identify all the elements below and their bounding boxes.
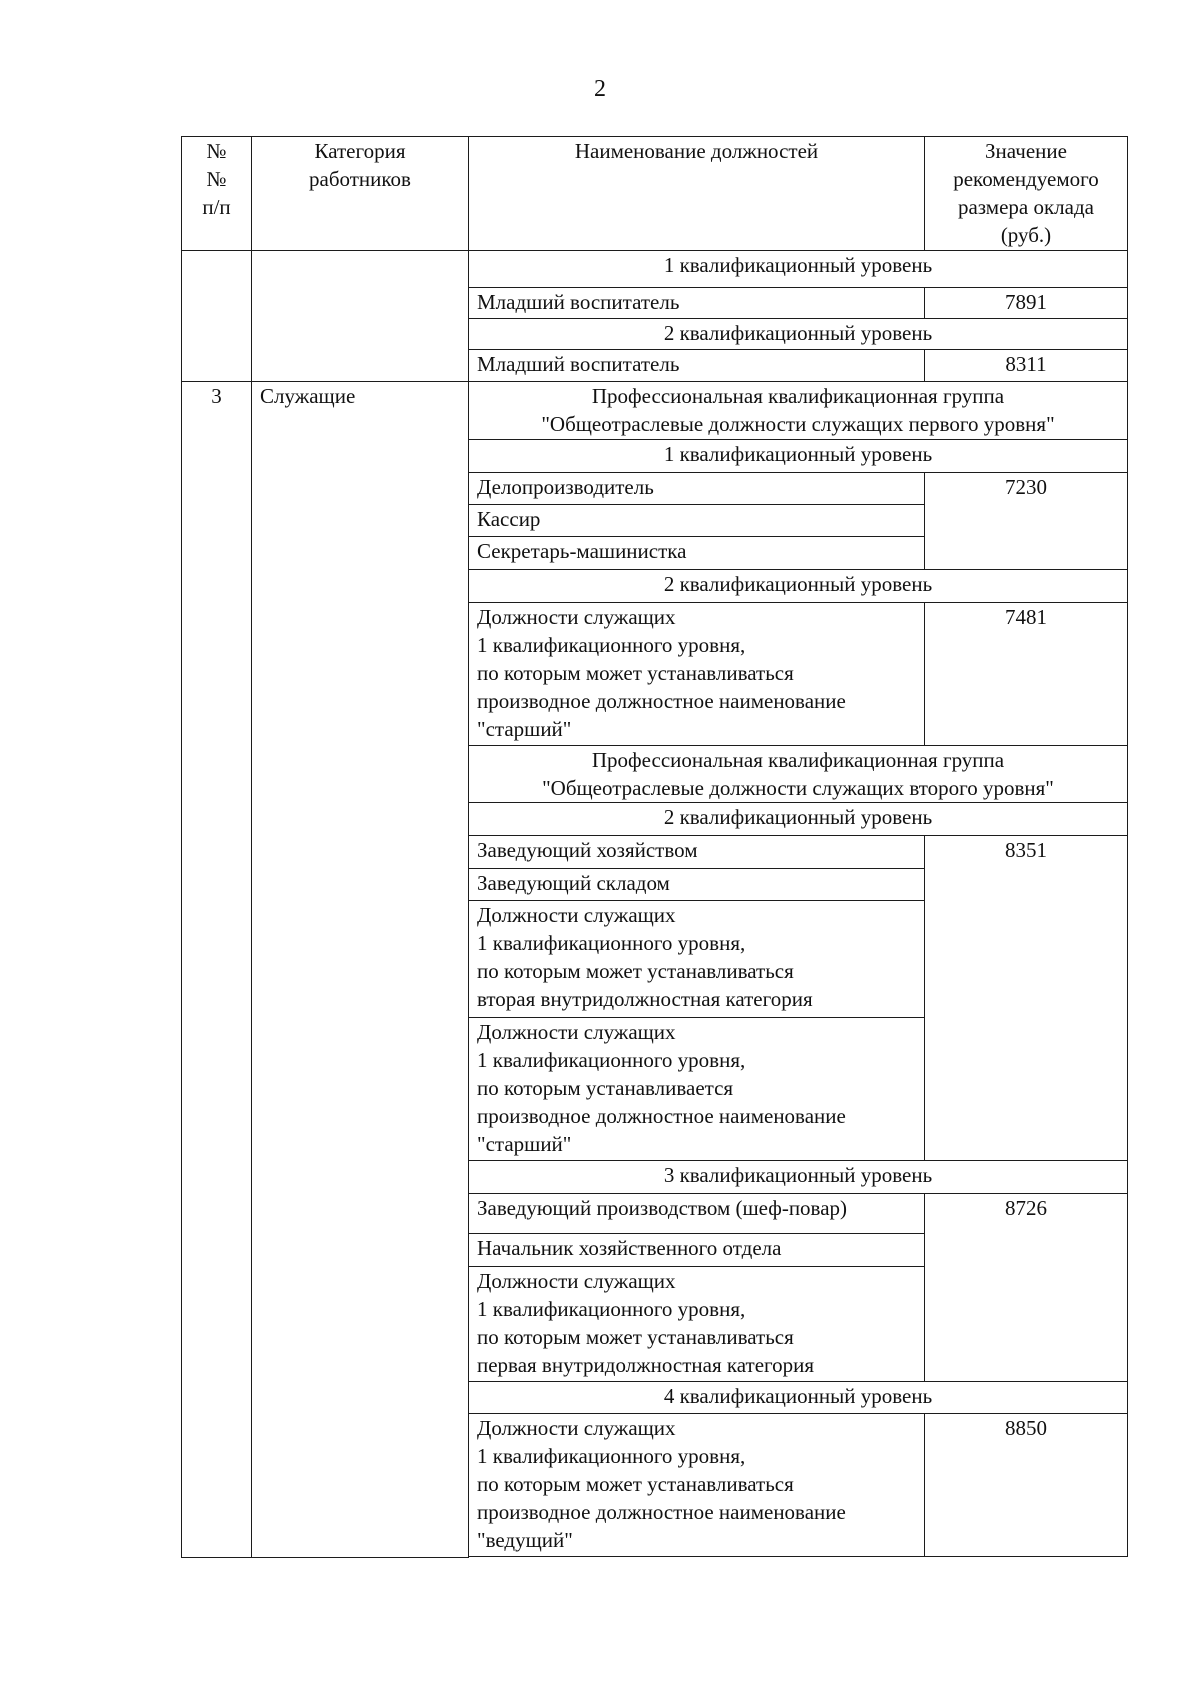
salary-value: 8311 — [925, 350, 1128, 382]
header-category: Категория работников — [252, 137, 469, 251]
level-title: 2 квалификационный уровень — [469, 803, 1128, 836]
row-number: 3 — [182, 382, 252, 1558]
position-cell: Должности служащих 1 квалификационного уровня, по которым может устанавливаться производное должностное наименование "ведущий" — [469, 1414, 925, 1557]
salary-value: 7891 — [925, 288, 1128, 319]
level-title: 3 квалификационный уровень — [469, 1161, 1128, 1194]
level-title: 2 квалификационный уровень — [469, 570, 1128, 603]
page-number: 2 — [594, 76, 606, 102]
position-cell: Секретарь-машинистка — [469, 537, 925, 570]
level-title: 4 квалификационный уровень — [469, 1382, 1128, 1414]
level-title: 1 квалификационный уровень — [469, 251, 1128, 288]
level-title: 1 квалификационный уровень — [469, 440, 1128, 473]
position-cell: Начальник хозяйственного отдела — [469, 1234, 925, 1267]
salary-value: 7481 — [925, 603, 1128, 746]
position-cell: Заведующий хозяйством — [469, 836, 925, 869]
salary-value: 8351 — [925, 836, 1128, 1161]
cell-number-empty — [182, 251, 252, 382]
header-position: Наименование должностей — [469, 137, 925, 251]
level-title: 2 квалификационный уровень — [469, 319, 1128, 350]
position-cell: Должности служащих 1 квалификационного уровня, по которым может устанавливаться первая внутридолжностная категория — [469, 1267, 925, 1382]
salary-value: 7230 — [925, 473, 1128, 570]
position-cell: Должности служащих 1 квалификационного уровня, по которым устанавливается производное должностное наименование "старший" — [469, 1018, 925, 1161]
table-row — [182, 382, 1128, 440]
table-row — [182, 251, 1128, 288]
position-cell: Должности служащих 1 квалификационного уровня, по которым может устанавливаться производное должностное наименование "старший" — [469, 603, 925, 746]
salary-table — [181, 136, 1128, 1558]
group-title: Профессиональная квалификационная группа "Общеотраслевые должности служащих второго уровня" — [469, 746, 1128, 803]
position-cell: Должности служащих 1 квалификационного уровня, по которым может устанавливаться вторая внутридолжностная категория — [469, 901, 925, 1018]
position-cell: Младший воспитатель — [469, 350, 925, 382]
salary-value: 8850 — [925, 1414, 1128, 1557]
position-cell: Делопроизводитель — [469, 473, 925, 505]
cell-category-empty — [252, 251, 469, 382]
header-salary: Значение рекомендуемого размера оклада (руб.) — [925, 137, 1128, 251]
table-header-row — [182, 137, 1128, 251]
position-cell: Кассир — [469, 505, 925, 537]
position-cell: Заведующий производством (шеф-повар) — [469, 1194, 925, 1234]
position-cell: Заведующий складом — [469, 869, 925, 901]
header-number: № № п/п — [182, 137, 252, 251]
salary-value: 8726 — [925, 1194, 1128, 1382]
category-cell: Служащие — [252, 382, 469, 1558]
group-title: Профессиональная квалификационная группа "Общеотраслевые должности служащих первого уровня" — [469, 382, 1128, 440]
position-cell: Младший воспитатель — [469, 288, 925, 319]
